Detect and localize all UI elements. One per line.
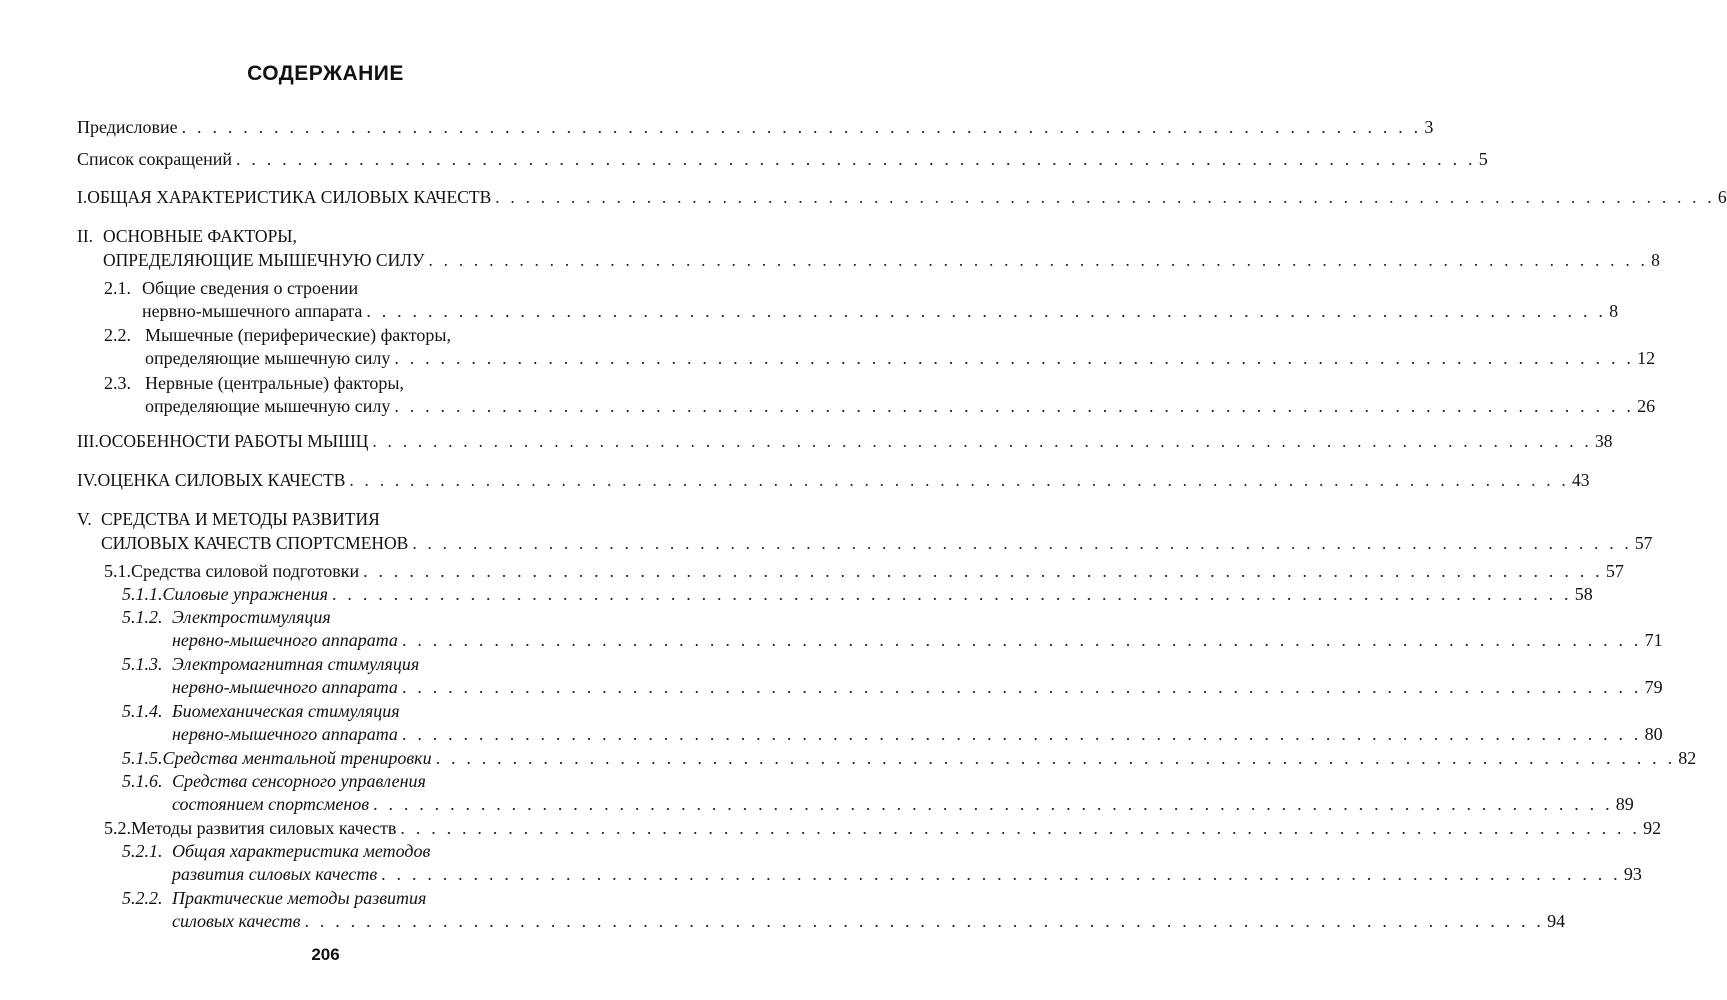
toc-entry-title: СИЛОВЫХ КАЧЕСТВ СПОРТСМЕНОВ [101,533,409,553]
toc-entry-number: 5.1.2. [122,607,163,627]
page-number: 206 [311,945,340,964]
dot-leader: . . . . . . . . . . . . . . . . . . . . . . . . . . . . . . . . . . . . . . . . . . . . . . . . . . . . . . . . . . . . . . . . . . . . . . . . . . . . . . . . . [401,677,1642,697]
toc-chapter-1 [77,184,1727,210]
toc-entry-number: 5.2.1. [122,841,163,861]
toc-entry-title: ОПРЕДЕЛЯЮЩИЕ МЫШЕЧНУЮ СИЛУ [103,250,425,270]
toc-entry-page: 94 [1547,911,1566,931]
dot-leader: . . . . . . . . . . . . . . . . . . . . . . . . . . . . . . . . . . . . . . . . . . . . . . . . . . . . . . . . . . . . . . . . . . . . . . . . . . . . . . . . . [412,533,1632,553]
toc-entry-title: определяющие мышечную силу [145,396,391,416]
toc-entry-page: 89 [1615,794,1634,814]
toc-entry-number: 5.2.2. [122,888,163,908]
toc-entry-number: 2.2. [104,325,131,345]
page-title: СОДЕРЖАНИЕ [247,62,404,85]
toc-entry-number: 5.2. [104,818,131,838]
toc-entry-number: I. [77,187,88,207]
toc-subsection-5-1-2-line2 [172,627,1663,653]
toc-entry-title: Список сокращений [77,149,232,169]
toc-entry-title: Общая характеристика методов [172,841,431,861]
toc-entry-title: Мышечные (периферические) факторы, [145,325,452,345]
dot-leader: . . . . . . . . . . . . . . . . . . . . . . . . . . . . . . . . . . . . . . . . . . . . . . . . . . . . . . . . . . . . . . . . . . . . . . . . . . . . . . . . . [401,724,1642,744]
toc-entry-page: 82 [1678,748,1697,768]
toc-entry-number: 5.1.5. [122,748,163,768]
dot-leader: . . . . . . . . . . . . . . . . . . . . . . . . . . . . . . . . . . . . . . . . . . . . . . . . . . . . . . . . . . . . . . . . . . . . . . . . . . . . . . . . . [181,117,1422,137]
toc-entry-title: нервно-мышечного аппарата [142,301,363,321]
toc-entry-title: Средства сенсорного управления [172,771,426,791]
toc-entry-page: 12 [1637,348,1656,368]
toc-entry-title: нервно-мышечного аппарата [172,630,398,650]
toc-entry-page: 93 [1623,864,1642,884]
toc-entry-page: 6 [1717,187,1727,207]
toc-entry-page: 79 [1644,677,1663,697]
dot-leader: . . . . . . . . . . . . . . . . . . . . . . . . . . . . . . . . . . . . . . . . . . . . . . . . . . . . . . . . . . . . . . . . . . . . . . . . . . . . . . . . . [435,748,1676,768]
dot-leader: . . . . . . . . . . . . . . . . . . . . . . . . . . . . . . . . . . . . . . . . . . . . . . . . . . . . . . . . . . . . . . . . . . . . . . . . . . . . . . . . . [363,561,1603,581]
dot-leader: . . . . . . . . . . . . . . . . . . . . . . . . . . . . . . . . . . . . . . . . . . . . . . . . . . . . . . . . . . . . . . . . . . . . . . . . . . . . . . . . . [373,794,1613,814]
toc-chapter-4 [77,467,1590,493]
toc-subsection-5-1-6-line2 [172,791,1634,817]
toc-entry-title: Нервные (центральные) факторы, [145,373,404,393]
toc-entry-title: развития силовых качеств [172,864,378,884]
toc-entry-title: силовых качеств [172,911,301,931]
toc-entry-title: Средства ментальной тренировки [162,748,432,768]
dot-leader: . . . . . . . . . . . . . . . . . . . . . . . . . . . . . . . . . . . . . . . . . . . . . . . . . . . . . . . . . . . . . . . . . . . . . . . . . . . . . . . . . [495,187,1715,207]
toc-entry-title: Средства силовой подготовки [131,561,360,581]
toc-entry-page: 8 [1651,250,1660,270]
toc-subsection-5-2-1-line2 [172,861,1642,887]
toc-section-2-2-line2 [145,345,1656,371]
toc-entry-number: 2.1. [104,278,131,298]
toc-entry-abbreviations [77,146,1488,172]
toc-entry-title: Силовые упражнения [162,584,329,604]
toc-entry-number: 5.1.3. [122,654,163,674]
toc-chapter-2-line1 [77,223,297,249]
toc-entry-title: Биомеханическая стимуляция [172,701,400,721]
dot-leader: . . . . . . . . . . . . . . . . . . . . . . . . . . . . . . . . . . . . . . . . . . . . . . . . . . . . . . . . . . . . . . . . . . . . . . . . . . . . . . . . . [235,149,1476,169]
toc-entry-number: II. [77,226,94,246]
toc-subsection-5-1-3-line2 [172,674,1663,700]
toc-entry-title: ОБЩАЯ ХАРАКТЕРИСТИКА СИЛОВЫХ КАЧЕСТВ [87,187,492,207]
toc-subsection-5-1-4-line2 [172,721,1663,747]
toc-entry-page: 92 [1643,818,1662,838]
dot-leader: . . . . . . . . . . . . . . . . . . . . . . . . . . . . . . . . . . . . . . . . . . . . . . . . . . . . . . . . . . . . . . . . . . . . . . . . . . . . . . . . . [304,911,1545,931]
toc-entry-title: СРЕДСТВА И МЕТОДЫ РАЗВИТИЯ [101,509,380,529]
toc-entry-title: нервно-мышечного аппарата [172,677,398,697]
toc-entry-page: 3 [1424,117,1434,137]
toc-entry-number: 5.1.6. [122,771,163,791]
toc-entry-title: ОСНОВНЫЕ ФАКТОРЫ, [103,226,297,246]
toc-entry-title: ОСОБЕННОСТИ РАБОТЫ МЫШЦ [98,431,369,451]
toc-chapter-3 [77,428,1613,454]
toc-entry-page: 58 [1574,584,1593,604]
toc-entry-title: Практические методы развития [172,888,427,908]
dot-leader: . . . . . . . . . . . . . . . . . . . . . . . . . . . . . . . . . . . . . . . . . . . . . . . . . . . . . . . . . . . . . . . . . . . . . . . . . . . . . . . . . [394,396,1635,416]
toc-entry-page: 57 [1605,561,1624,581]
toc-entry-page: 26 [1637,396,1656,416]
dot-leader: . . . . . . . . . . . . . . . . . . . . . . . . . . . . . . . . . . . . . . . . . . . . . . . . . . . . . . . . . . . . . . . . . . . . . . . . . . . . . . . . . [349,470,1569,490]
dot-leader: . . . . . . . . . . . . . . . . . . . . . . . . . . . . . . . . . . . . . . . . . . . . . . . . . . . . . . . . . . . . . . . . . . . . . . . . . . . . . . . . . [401,630,1642,650]
dot-leader: . . . . . . . . . . . . . . . . . . . . . . . . . . . . . . . . . . . . . . . . . . . . . . . . . . . . . . . . . . . . . . . . . . . . . . . . . . . . . . . . . [428,250,1649,270]
toc-entry-title: нервно-мышечного аппарата [172,724,398,744]
toc-entry-number: 5.1.4. [122,701,163,721]
toc-entry-preface [77,114,1434,140]
toc-chapter-5-line2 [101,530,1653,556]
toc-entry-title: Электростимуляция [172,607,331,627]
dot-leader: . . . . . . . . . . . . . . . . . . . . . . . . . . . . . . . . . . . . . . . . . . . . . . . . . . . . . . . . . . . . . . . . . . . . . . . . . . . . . . . . . [394,348,1635,368]
toc-entry-title: Электромагнитная стимуляция [172,654,420,674]
toc-section-2-3-line2 [145,393,1656,419]
toc-subsection-5-2-2-line2 [172,908,1566,934]
toc-chapter-2-line2 [103,247,1660,273]
toc-entry-title: определяющие мышечную силу [145,348,391,368]
toc-entry-page: 8 [1609,301,1619,321]
toc-entry-title: ОЦЕНКА СИЛОВЫХ КАЧЕСТВ [97,470,346,490]
toc-entry-number: 2.3. [104,373,131,393]
dot-leader: . . . . . . . . . . . . . . . . . . . . . . . . . . . . . . . . . . . . . . . . . . . . . . . . . . . . . . . . . . . . . . . . . . . . . . . . . . . . . . . . . [400,818,1641,838]
toc-entry-page: 71 [1644,630,1663,650]
toc-entry-title: Методы развития силовых качеств [131,818,397,838]
dot-leader: . . . . . . . . . . . . . . . . . . . . . . . . . . . . . . . . . . . . . . . . . . . . . . . . . . . . . . . . . . . . . . . . . . . . . . . . . . . . . . . . . [381,864,1621,884]
toc-entry-number: 5.1.1. [122,584,163,604]
toc-entry-page: 5 [1478,149,1488,169]
dot-leader: . . . . . . . . . . . . . . . . . . . . . . . . . . . . . . . . . . . . . . . . . . . . . . . . . . . . . . . . . . . . . . . . . . . . . . . . . . . . . . . . . [372,431,1592,451]
toc-entry-page: 38 [1594,431,1613,451]
dot-leader: . . . . . . . . . . . . . . . . . . . . . . . . . . . . . . . . . . . . . . . . . . . . . . . . . . . . . . . . . . . . . . . . . . . . . . . . . . . . . . . . . [366,301,1607,321]
toc-entry-page: 80 [1644,724,1663,744]
toc-entry-number: V. [77,509,92,529]
dot-leader: . . . . . . . . . . . . . . . . . . . . . . . . . . . . . . . . . . . . . . . . . . . . . . . . . . . . . . . . . . . . . . . . . . . . . . . . . . . . . . . . . [332,584,1572,604]
toc-entry-title: Предисловие [77,117,178,137]
toc-entry-number: 5.1. [104,561,131,581]
toc-entry-title: Общие сведения о строении [142,278,359,298]
toc-section-2-1-line2 [142,298,1619,324]
toc-entry-page: 57 [1634,533,1653,553]
toc-chapter-5-line1 [77,506,380,532]
toc-entry-title: состоянием спортсменов [172,794,370,814]
toc-entry-number: IV. [77,470,98,490]
toc-entry-page: 43 [1571,470,1590,490]
toc-entry-number: III. [77,431,99,451]
